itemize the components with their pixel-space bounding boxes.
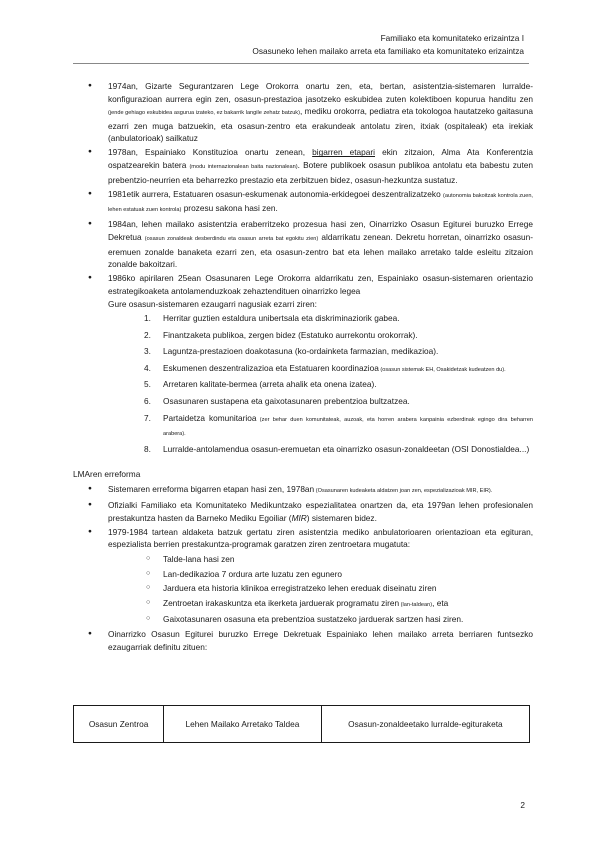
table-row bbox=[74, 706, 530, 743]
list-item: 5. Arretaren kalitate-bermea (arreta ahalik eta onena izatea). bbox=[144, 379, 377, 390]
features-table bbox=[73, 705, 530, 743]
list-item: ○ Jarduera eta historia klinikoa erregistratzeko lehen ereduak diseinatu ziren bbox=[108, 582, 533, 595]
note-small: (Osasunaren kudeaketa aldatzen joan zen, espezializazioak MIR, EIR). bbox=[314, 488, 493, 495]
underlined-term: bigarren etapari bbox=[312, 147, 376, 158]
history-bullet-list bbox=[73, 80, 533, 457]
note-small: (autonomia bakoitzak kontrola zuen, lehen estatuak zuen kontrola) bbox=[108, 192, 533, 214]
mir-abbrev: MIR bbox=[291, 512, 307, 523]
list-item: ○ Gaixotasunaren osasuna eta prebentzioa sustatzeko jarduerak sartzen hasi ziren. bbox=[108, 613, 533, 626]
bullet-1981: ● 1981etik aurrera, Estatuaren osasun-eskumenak autonomia-erkidegoei deszentralizatzeko (autonomia bakoitzak kontrola zuen, lehen estatuak zuen kontrola) prozesu sakona hasi zen. bbox=[73, 188, 533, 217]
table-cell-health-center: Osasun Zentroa bbox=[74, 706, 164, 743]
note-small: (osasun zonaldeak desberdindu eta osasun arreta bat egokitu zien) bbox=[144, 236, 319, 243]
list-item: 4. Eskumenen deszentralizazioa eta Estatuaren koordinazioa (osasun sistemak EH, Osakidetzak kudeatzen du). bbox=[144, 362, 506, 373]
list-item: 3. Laguntza-prestazioen doakotasuna (ko-ordainketa farmazian, medikazioa). bbox=[144, 346, 439, 357]
header-topic-title: Osasuneko lehen mailako arreta eta familiako eta komunitateko erizaintza bbox=[252, 46, 524, 56]
section-title: LMAren erreforma bbox=[73, 469, 141, 480]
note-small: (modu internazionalean baita nazionalean) bbox=[189, 164, 298, 171]
note-small: (jende gehiago eskubidea asgurua izateko, ez bakarrik langile zehatz batzuk) bbox=[108, 110, 300, 117]
document-body bbox=[73, 80, 533, 655]
table-cell-territorial-structure: Osasun-zonaldeetako lurralde-egituraketa bbox=[321, 706, 529, 743]
header-course-title: Familiako eta komunitateko erizaintza I bbox=[380, 33, 524, 43]
page-number: 2 bbox=[520, 800, 525, 810]
list-item: 7. Partaidetza komunitarioa (zer behar duen komunitateak, auzoak, eta horren arabera kanpainia ezberdinak egingo dira beharren arabera). bbox=[144, 412, 534, 438]
list-item: ○ Talde-lana hasi zen bbox=[108, 553, 533, 566]
bullet-1984: ● 1984an, lehen mailako asistentzia eraberritzeko prozesua hasi zen, Oinarrizko Osasun Egiturei buruzko Errege Dekretua (osasun zonaldeak desberdindu eta osasun arreta bat egokitu zien) aldarrikatu zenean. Dekretu horretan, oinarrizko osasun-eremuen zonalde banaketa ezarri zen, eta osasun-zentro bat eta lehen mailako arretako talde esleitu zitzaion zonalde bakoitzari. bbox=[73, 218, 533, 270]
bullet-1986: ● 1986ko apirilaren 25ean Osasunaren Lege Orokorra aldarrikatu zen, Espainiako osasun-sistemaren orientazio estrategikoaketa antolamenduzkoak zehaztendituen oinarrizko legea Gure osasun-sistemaren ezaugarri nagusiak ezarri ziren: 1. Herritar guztien estaldura unibertsala eta diskriminaziorik gabea. 2. Finantzaketa publikoa, zergen bidez (Estatuko aurrekontu orokorrak). 3. Laguntza-prestazioen doakotasuna (ko-ordainketa farmazian, medikazioa). 4. Eskumenen deszentralizazioa eta Estatuaren koordinazioa (osasun sistemak EH, Osakidetzak kudeatzen du). 5. Arretaren kalitate-bermea (arreta ahalik eta onena izatea). 6. Osasunaren sustapena eta gaixotasunaren prebentzioa bultzatzea. 7. Partaidetza komunitarioa (zer behar duen komunitateak, auzoak, eta horren arabera kanpainia ezberdinak egingo dira beharren arabera). 8. Lurralde-antolamendua osasun-eremuetan eta oinarrizko osasun-zonaldeetan (OSI Donostialdea...) bbox=[73, 272, 533, 457]
bullet-1978: ● 1978an, Espainiako Konstituzioa onartu zenean, bigarren etapari ekin zitzaion, Alma Ata Konferentzia ospatzearekin batera (modu internazionalean baita nazionalean). Botere publikoek osasun publikoa antolatu eta babestu zuten prebentzio-neurrien eta beharrezko prestazio eta zerbitzuen bidez, osasun-hezkuntza sustatuz. bbox=[73, 146, 533, 186]
list-item: 8. Lurralde-antolamendua osasun-eremuetan eta oinarrizko osasun-zonaldeetan (OSI Donostialdea...) bbox=[144, 443, 530, 454]
bullet-1979-1984: ● 1979-1984 tartean aldaketa batzuk gertatu ziren asistentzia mediko anbulatorioaren orientazioan eta egituran, espezialista berrien prestakuntza-programak garatzen ziren zentroetara mugatuta: ○ Talde-lana hasi zen ○ Lan-dedikazioa 7 ordura arte luzatu zen egunero ○ Jarduera eta historia klinikoa erregistratzeko lehen ereduak diseinatu ziren ○ Zentroetan irakaskuntza eta ikerketa jarduerak programatu ziren (lan-taldean), eta ○ Gaixotasunaren osasuna eta prebentzioa sustatzeko jarduerak sartzen hasi ziren. bbox=[73, 526, 533, 626]
list-item: ○ Zentroetan irakaskuntza eta ikerketa jarduerak programatu ziren (lan-taldean), eta bbox=[108, 597, 533, 612]
list-item: 1. Herritar guztien estaldura unibertsala eta diskriminaziorik gabea. bbox=[144, 313, 400, 324]
features-intro: Gure osasun-sistemaren ezaugarri nagusiak ezarri ziren: bbox=[108, 298, 317, 309]
reform-bullet-list bbox=[73, 483, 533, 653]
header-divider bbox=[73, 63, 529, 64]
bullet-decree: ● Oinarrizko Osasun Egiturei buruzko Errege Dekretuak Espainiako lehen mailako arreta berriaren funtsezko ezaugarriak definitu zituen: bbox=[73, 628, 533, 653]
list-item: 6. Osasunaren sustapena eta gaixotasunaren prebentzioa bultzatzea. bbox=[144, 396, 410, 407]
bullet-specialty-1979: ● Ofizialki Familiako eta Komunitateko Medikuntzako espezialitatea onartzen da, eta 1979an lehen profesionalen prestakuntza hasten da Barneko Mediku Egoiliar (MIR) sistemaren bidez. bbox=[73, 499, 533, 524]
table-cell-primary-care-team: Lehen Mailako Arretako Taldea bbox=[164, 706, 322, 743]
page-header bbox=[252, 32, 524, 58]
bullet-1974: ● 1974an, Gizarte Segurantzaren Lege Orokorra onartu zen, eta, bertan, asistentzia-sistemaren lurralde-konfigurazioan aurrera egin zen, osasun-prestazioa jasotzeko eskubidea zuten kolektiboen kopurua handitu zen (jende gehiago eskubidea asgurua izateko, ez bakarrik langile zehatz batzuk), mediku orokorra, pediatra eta tokologoa hautatzeko gaitasuna ezarri zen muga batzuekin, eta osasun-zentro eta erakundeak antolatu ziren, itxiak (ospitaleak) eta irekiak (anbulatorioak) sailkatuz bbox=[73, 80, 533, 145]
bullet-reform-1978: ● Sistemaren erreforma bigarren etapan hasi zen, 1978an (Osasunaren kudeaketa aldatzen joan zen, espezializazioak MIR, EIR). bbox=[73, 483, 533, 498]
list-item: ○ Lan-dedikazioa 7 ordura arte luzatu zen egunero bbox=[108, 568, 533, 581]
changes-sub-list bbox=[108, 553, 533, 626]
features-numbered-list bbox=[108, 312, 533, 457]
list-item: 2. Finantzaketa publikoa, zergen bidez (Estatuko aurrekontu orokorrak). bbox=[144, 329, 418, 340]
